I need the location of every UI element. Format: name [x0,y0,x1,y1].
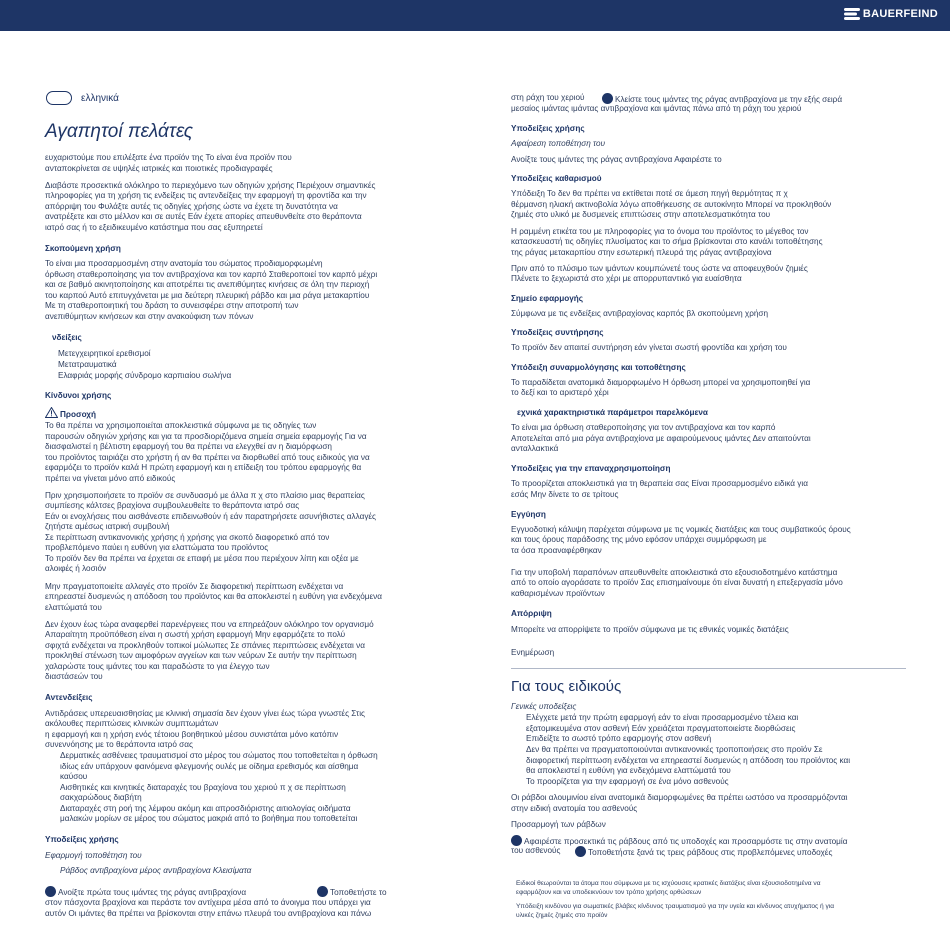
text-line [511,104,801,115]
line-text: Διαβάστε προσεκτικά ολόκληρο το περιεχόμενο των οδηγιών χρήσης Περιέχουν σημαντικές [45,181,376,190]
text-line [511,568,837,579]
line-text: εξατομικευμένα στον ασθενή Εάν χρειάζεται πραγματοποιείστε διορθώσεις [526,724,796,733]
line-text: επηρεαστεί δυσμενώς η απόδοση του προϊόντος και θα αποκλειστεί η ευθύνη για ενδεχόμενα [45,592,382,601]
line-text: μεσαίος ιμάντας ιμάντας αντιβραχίονα και ιμάντας πάνω από τη ράχη του χεριού [511,104,802,113]
text-line [45,191,367,202]
brand-mark-icon [844,7,860,21]
line-text: Ενημέρωση [511,648,555,657]
line-text: της ράγας μετακαρπίου στην εσωτερική πλευρά της ράγας αντιβραχίονα [511,248,772,257]
text-line [60,772,87,783]
text-line [511,546,602,557]
line-text: και σε βαθμό ακινητοποίησης και αποτρέπει τις ανεπιθύμητες κινήσεις σε όλη την περιοχή [45,280,370,289]
text-line [45,662,270,673]
section-heading [517,408,708,417]
line-text: στην ειδική ανατομία του ασθενούς [511,804,638,813]
line-text: Υποδείξεις συντήρησης [511,328,604,337]
line-text: εσάς Μην δίνετε το σε τρίτους [511,490,619,499]
line-text: Πριν από το πλύσιμο των ιμάντων κουμπώνετέ τους ώστε να αποφευχθούν ζημιές [511,264,808,273]
line-text: εφαρμόζει το προϊόν καλά Η πρώτη εφαρμογή και η επίδειξη του τρόπου εφαρμογής θα [45,463,362,472]
line-text: Δερματικές ασθένειες τραυματισμοί στο μέρος του σώματος που τοποθετείται η όρθωση [60,751,378,760]
text-line [45,432,367,443]
line-text: Αντενδείξεις [45,693,93,702]
footnote-line: υλικές ζημιές ζημιές στο προϊόν [516,912,608,919]
section-heading [45,244,121,253]
text-line [45,202,338,213]
line-text: Προσαρμογή των ράβδων [511,820,606,829]
text-line [60,804,351,815]
text-line [511,343,787,354]
line-text: όρθωση σταθεροποίησης για τον αντιβραχίονα και τον καρπό Σταθεροποιεί τον καρπό μέχρι [45,270,378,279]
text-line [45,651,357,662]
step-bullet-icon [575,846,586,857]
section-heading [511,294,583,303]
text-line [60,762,358,773]
text-line [45,554,359,565]
line-text: το δεξί και το αριστερό χέρι [511,388,609,397]
line-text: Το προορίζεται για την εφαρμογή σε ένα μόνο ασθενούς [526,777,729,786]
subheading [60,866,251,875]
text-line [45,301,298,312]
section-heading [52,333,82,342]
line-text: ανατρέξετε και στο μέλλον και σε αυτές Εάν έχετε απορίες απευθυνθείτε στο θεράποντα [45,212,362,221]
line-text: Εάν οι ενοχλήσεις που αισθάνεστε επιδεινωθούν ή εάν παρατηρήσετε ασυνήθιστες αλλαγές [45,512,377,521]
section-heading [511,124,585,133]
text-line [58,349,151,360]
line-text: ανεπιθύμητων κινήσεων και στην ανακούφιση των πόνων [45,312,254,321]
text-line [45,312,253,323]
line-text: Κλείστε τους ιμάντες της ράγας αντιβραχίονα με την εξής σειρά [615,95,843,104]
line-text: Δεν θα πρέπει να πραγματοποιούνται αντικανονικές τροποποιήσεις στο προϊόν Σε [526,745,823,754]
text-line [45,620,374,631]
line-text: Προσοχή [60,410,96,419]
line-text: Οι ράβδοι αλουμινίου είναι ανατομικά διαμορφωμένες θα πρέπει ωστόσο να προσαρμόζονται [511,793,848,802]
line-text: Σύμφωνα με τις ενδείξεις αντιβραχίονας καρπός βλ σκοπούμενη χρήση [511,309,769,318]
text-line [511,804,637,815]
step-bullet-icon [45,886,56,897]
line-text: από το οποίο αγοράσατε το προϊόν Σας επισημαίνουμε ότι είναι δυνατή η επεξεργασία μόνο [511,578,843,587]
section-heading [511,510,546,519]
section-heading [45,391,111,400]
text-line [511,155,722,166]
text-line [45,630,345,641]
line-text: Μετατραυματικά [58,360,117,369]
text-line [526,745,823,756]
text-line [45,491,365,502]
language-marker [46,91,72,105]
section-heading [511,363,686,372]
line-text: τα όσα προαναφέρθηκαν [511,546,602,555]
line-text: η εφαρμογή και η χρήση ενός τέτοιου βοηθητικού μέσου συνιστάται μόνο κατόπιν [45,730,339,739]
text-line [45,730,338,741]
text-line [511,434,811,445]
subheading [45,851,142,860]
line-text: Σκοπούμενη χρήση [45,244,121,253]
line-text: του ασθενούς [511,846,561,855]
text-line [45,153,292,164]
line-text: Το είναι μια προσαρμοσμένη στην ανατομία του σώματος προδιαμορφωμένη [45,259,323,268]
text-line [511,793,848,804]
line-text: Απόρριψη [511,609,552,618]
line-text: Το προϊόν δεν θα πρέπει να έρχεται σε επαφή με μέσα που περιέχουν λίπη και οξέα με [45,554,359,563]
line-text: Εγγύηση [511,510,546,519]
line-text: Πλένετε το ξεχωριστά στο χέρι με απορρυπαντικό για ευαίσθητα [511,274,742,283]
step-bullet-icon [317,886,328,897]
line-text: Ανοίξτε πρώτα τους ιμάντες της ράγας αντιβραχίονα [58,888,247,897]
line-text: Εγγυοδοτική κάλυψη παρέχεται σύμφωνα με τις νομικές διατάξεις και τους συμβατικούς όρους [511,525,851,534]
line-text: σφιχτά ενδέχεται να προκληθούν τοπικοί μώλωπες Σε σπάνιες περιπτώσεις ενδέχεται να [45,641,365,650]
step-bullet-icon [511,835,522,846]
line-text: ζημιές στο υλικό με δυσμενείς επιπτώσεις στην αποτελεσματικότητα του [511,210,771,219]
line-text: προβλεπόμενο παύει η ευθύνη για ελαττώματα του προϊόντος [45,543,269,552]
line-text: Ελαφριάς μορφής σύνδρομο καρπιαίου σωλήνα [58,371,232,380]
line-text: Σε περίπτωση αντικανονικής χρήσης ή χρήσης για σκοπό διαφορετικό από τον [45,533,330,542]
line-text: θα αποκλειστεί η ευθύνη για ενδεχόμενα ελαττώματά του [526,766,731,775]
line-text: Ανοίξτε τους ιμάντες της ράγας αντιβραχίονα Αφαιρέστε το [511,155,722,164]
line-text: συνεννόησης με το θεράποντα ιατρό σας [45,740,193,749]
line-text: ιατρό σας ή το εξειδικευμένο κατάστημα που σας εξυπηρετεί [45,223,263,232]
text-line [45,898,371,909]
section-heading [45,693,92,702]
text-line [45,212,362,223]
text-line [45,672,103,683]
line-text: ακόλουθες περιπτώσεις κλινικών συμπτωμάτων [45,719,219,728]
subheading [511,139,605,148]
header-bar [0,0,950,31]
text-line [45,641,365,652]
section-divider [511,668,906,669]
text-line [45,543,268,554]
line-text: Μετεγχειρητικοί ερεθισμοί [58,349,151,358]
page-title: Αγαπητοί πελάτες [45,121,194,142]
text-line [511,378,810,389]
text-line [45,501,299,512]
text-line [511,535,767,546]
text-line [526,756,850,767]
text-line [511,210,770,221]
section-title-specialists: Για τους ειδικούς [511,678,622,695]
line-text: παρουσών οδηγιών χρήσης και για τα προσδιοριζόμενα σημεία σημεία εφαρμογής Για να [45,432,367,441]
line-text: Μπορείτε να απορρίψετε το προϊόν σύμφωνα με τις εθνικές νομικές διατάξεις [511,625,789,634]
text-line [45,886,246,899]
line-text: Αφαίρεση τοποθέτηση του [511,139,606,148]
line-text: Κίνδυνοι χρήσης [45,391,112,400]
line-text: Πριν χρησιμοποιήσετε το προϊόν σε συνδυασμό με άλλα π χ στο πλαίσιο μιας θεραπείας [45,491,365,500]
line-text: Υποδείξεις χρήσης [45,835,119,844]
line-text: Υποδείξεις για την επαναχρησιμοποίηση [511,464,671,473]
footnote-line: Υπόδειξη κινδύνου για σωματικές βλάβες κίνδυνος τραυματισμού για την υγεία και κίνδυνος ατυχήματος ή για [516,903,835,910]
text-line [60,793,142,804]
text-line [60,814,357,825]
line-text: εχνικά χαρακτηριστικά παράμετροι παρελκόμενα [517,408,708,417]
line-text: Επιδείξτε το σωστό τρόπο εφαρμογής στον ασθενή [526,734,712,743]
language-label: ελληνικά [81,93,119,104]
text-line [45,291,369,302]
line-text: του καρπού Αυτό επιτυγχάνεται με μια δεύτερη πλευρική ράβδο και μια ράγα μετακαρπίου [45,291,370,300]
text-line [58,371,231,382]
line-text: Αισθητικές και κινητικές διαταραχές του βραχίονα του χεριού π χ σε περίπτωση [60,783,346,792]
line-text: ζητήστε αμέσως ιατρική συμβουλή [45,522,170,531]
line-text: Αποτελείται από μια ράγα αντιβραχίονα με αφαιρούμενους ιμάντες Δεν απαιτούνται [511,434,811,443]
text-line [45,740,193,751]
text-line [45,463,361,474]
line-text: ανταλλακτικά [511,444,559,453]
line-text: καθαρισμένων προϊόντων [511,589,605,598]
text-line [45,909,371,920]
line-text: ανταποκρίνεται σε υψηλές ιατρικές και ποιοτικές προδιαγραφές [45,164,273,173]
text-line [60,751,378,762]
line-text: Αφαιρέστε προσεκτικά τις ράβδους από τις υποδοχές και προσαρμόστε τις στην ανατομία [524,837,848,846]
text-line [45,582,343,593]
text-line [526,777,729,788]
line-text: Το παραδίδεται ανατομικά διαμορφωμένο Η όρθωση μπορεί να χρησιμοποιηθεί για [511,378,811,387]
text-line [45,474,175,485]
line-text: Ελέγχετε μετά την πρώτη εφαρμογή εάν το είναι προσαρμοσμένο τέλεια και [526,713,799,722]
text-line [511,189,788,200]
line-text: πληροφορίες για τη χρήση τις ενδείξεις τις αντενδείξεις την εφαρμογή τη φροντίδα και την [45,191,367,200]
text-line [45,592,382,603]
text-line [511,248,772,259]
text-line [511,388,609,399]
step-bullet-icon [602,93,613,104]
line-text: Μην πραγματοποιείτε αλλαγές στο προϊόν Σε διαφορετική περίπτωση ενδέχεται να [45,582,344,591]
line-text: νδείξεις [52,333,82,342]
text-line [317,886,387,899]
text-line [511,309,768,320]
text-line [45,564,106,575]
line-text: Η ραμμένη ετικέτα του με πληροφορίες για το όνομα του προϊόντος το μέγεθος τον [511,227,809,236]
line-text: Σημείο εφαρμογής [511,294,584,303]
line-text: Αντιδράσεις υπερευαισθησίας με κλινική σημασία δεν έχουν γίνει έως τώρα γνωστές Στις [45,709,365,718]
text-line [526,713,798,724]
line-text: διασφαλιστεί η βέλτιστη εφαρμογή του θα πρέπει να ελεγχθεί αν η διαμόρφωση [45,442,332,451]
line-text: διαστάσεών του [45,672,103,681]
text-line [526,766,731,777]
section-heading [60,410,96,419]
line-text: χαλαρώστε τους ιμάντες του και παραδώστε το για έλεγχο των [45,662,270,671]
line-text: Τοποθετήστε το [330,888,387,897]
text-line [45,442,332,453]
text-line [511,625,789,636]
warning-icon [45,407,58,418]
text-line [45,603,102,614]
line-text: Το προϊόν δεν απαιτεί συντήρηση εάν γίνεται σωστή φροντίδα και χρήση του [511,343,787,352]
line-text: Διαταραχές στη ροή της λέμφου ακόμη και απροσδιόριστης αιτιολογίας οιδήματα [60,804,351,813]
line-text: θέρμανση ηλιακή ακτινοβολία λόγω αποθήκευσης σε αυτοκίνητο Μπορεί να προκληθούν [511,200,832,209]
line-text: και τους όρους παράδοσης της μόνο εφόσον υπάρχει συμμόρφωση με [511,535,767,544]
line-text: Το είναι μια όρθωση σταθεροποίησης για τον αντιβραχίονα και τον καρπό [511,423,776,432]
line-text: Δεν έχουν έως τώρα αναφερθεί παρενέργειες που να επηρεάζουν ολόκληρο τον οργανισμό [45,620,374,629]
line-text: ευχαριστούμε που επιλέξατε ένα προϊόν της Το είναι ένα προϊόν που [45,153,292,162]
text-line [45,223,263,234]
text-line [511,648,554,659]
section-heading [511,609,552,618]
line-text: Με τη σταθεροποιητική του δράση το συνεισφέρει στην αποτροπή των [45,301,299,310]
section-heading [45,835,119,844]
section-heading [511,464,671,473]
text-line [45,709,365,720]
brand-name: BAUERFEIND [862,8,938,20]
text-line [511,423,775,434]
line-text: αλοιφές ή λοσιόν [45,564,107,573]
text-line [45,533,329,544]
text-line [511,93,585,104]
line-text: προκληθεί στένωση των αιμοφόρων αγγείων και των νεύρων Σε αυτήν την περίπτωση [45,651,357,660]
text-line [45,181,375,192]
line-text: Απαραίτητη προϋπόθεση είναι η σωστή χρήση εφαρμογή Μην εφαρμόζετε το πολύ [45,630,346,639]
text-line [45,270,377,281]
text-line [511,479,808,490]
subheading [511,702,576,711]
line-text: Το θα πρέπει να χρησιμοποιείται αποκλειστικά σύμφωνα με τις οδηγίες των [45,421,317,430]
text-line [511,274,742,285]
line-text: απόρριψη του Φυλάξτε αυτές τις οδηγίες χρήσης ώστε να έχετε τη δυνατότητα να [45,202,338,211]
text-line [511,490,618,501]
line-text: κατασκευαστή τις οδηγίες πλυσίματος και το σήμα βρίσκονται στο κανάλι τοποθέτησης [511,237,823,246]
section-heading [511,328,603,337]
line-text: του προϊόντος ταιριάζει στο χρήστη ή αν θα πρέπει να διορθωθεί από τους ειδικούς για να [45,453,370,462]
line-text: Ράβδος αντιβραχίονα μέρος αντιβραχίονα Κλεισίματα [60,866,252,875]
text-line [45,164,273,175]
line-text: ελαττώματά του [45,603,102,612]
text-line [511,525,851,536]
line-text: Υποδείξεις καθαρισμού [511,174,602,183]
text-line [575,846,832,859]
footnote-line: εφαρμόζουν και να υποδεικνύουν τον τρόπο χρήσης ορθώσεων [516,889,702,896]
line-text: Το προορίζεται αποκλειστικά για τη θεραπεία σας Είναι προσαρμοσμένο ειδικά για [511,479,808,488]
line-text: συμπίεσης κάλτσες βραχίονα συμβουλευθείτε το θεράποντα ιατρό σας [45,501,300,510]
brand-logo [844,7,938,21]
text-line [58,360,117,371]
line-text: Υπόδειξη Το δεν θα πρέπει να εκτίθεται ποτέ σε άμεση πηγή θερμότητας π χ [511,189,788,198]
line-text: Υπόδειξη συναρμολόγησης και τοποθέτησης [511,363,686,372]
text-line [45,421,316,432]
text-line [45,280,369,291]
line-text: Γενικές υποδείξεις [511,702,577,711]
text-line [511,820,606,831]
line-text: πρέπει να γίνεται μόνο από ειδικούς [45,474,176,483]
line-text: μαλακών μορίων σε μέρος του σώματος μακριά από το βοήθημα που τοποθετείται [60,814,358,823]
text-line [511,846,561,857]
line-text: καύσου [60,772,88,781]
text-line [511,444,558,455]
text-line [511,200,831,211]
text-line [45,719,218,730]
text-line [526,734,711,745]
line-text: διαφορετική περίπτωση ενδέχεται να επηρεαστεί δυσμενώς η απόδοση του προϊόντος και [526,756,851,765]
line-text: σακχαρώδους διαβήτη [60,793,142,802]
line-text: ιδίως εάν υπάρχουν φαινόμενα φλεγμονής ουλές με οίδημα ερεθισμός και αίσθημα [60,762,359,771]
text-line [45,259,323,270]
text-line [511,578,843,589]
section-heading [511,174,601,183]
line-text: στον πάσχοντα βραχίονα και περάστε τον αντίχειρα μέσα από το άνοιγμα που υπάρχει για [45,898,371,907]
text-line [60,783,346,794]
line-text: Τοποθετήστε ξανά τις τρεις ράβδους στις προβλεπόμενες υποδοχές [588,848,833,857]
text-line [45,453,370,464]
line-text: αυτόν Οι ιμάντες θα πρέπει να βρίσκονται στην επάνω πλευρά του αντιβραχίονα και πάνω [45,909,372,918]
text-line [511,237,823,248]
line-text: Εφαρμογή τοποθέτηση του [45,851,142,860]
text-line [45,522,170,533]
footnote-line: Ειδικοί θεωρούνται τα άτομα που σύμφωνα με τις ισχύουσες κρατικές διατάξεις είναι εξουσιοδοτημένα να [516,880,821,887]
text-line [511,589,605,600]
line-text: Υποδείξεις χρήσης [511,124,585,133]
text-line [526,724,795,735]
text-line [511,227,809,238]
line-text: στη ράχη του χεριού [511,93,585,102]
text-line [45,512,376,523]
text-line [511,264,808,275]
line-text: Για την υποβολή παραπόνων απευθυνθείτε αποκλειστικά στο εξουσιοδοτημένο κατάστημα [511,568,838,577]
